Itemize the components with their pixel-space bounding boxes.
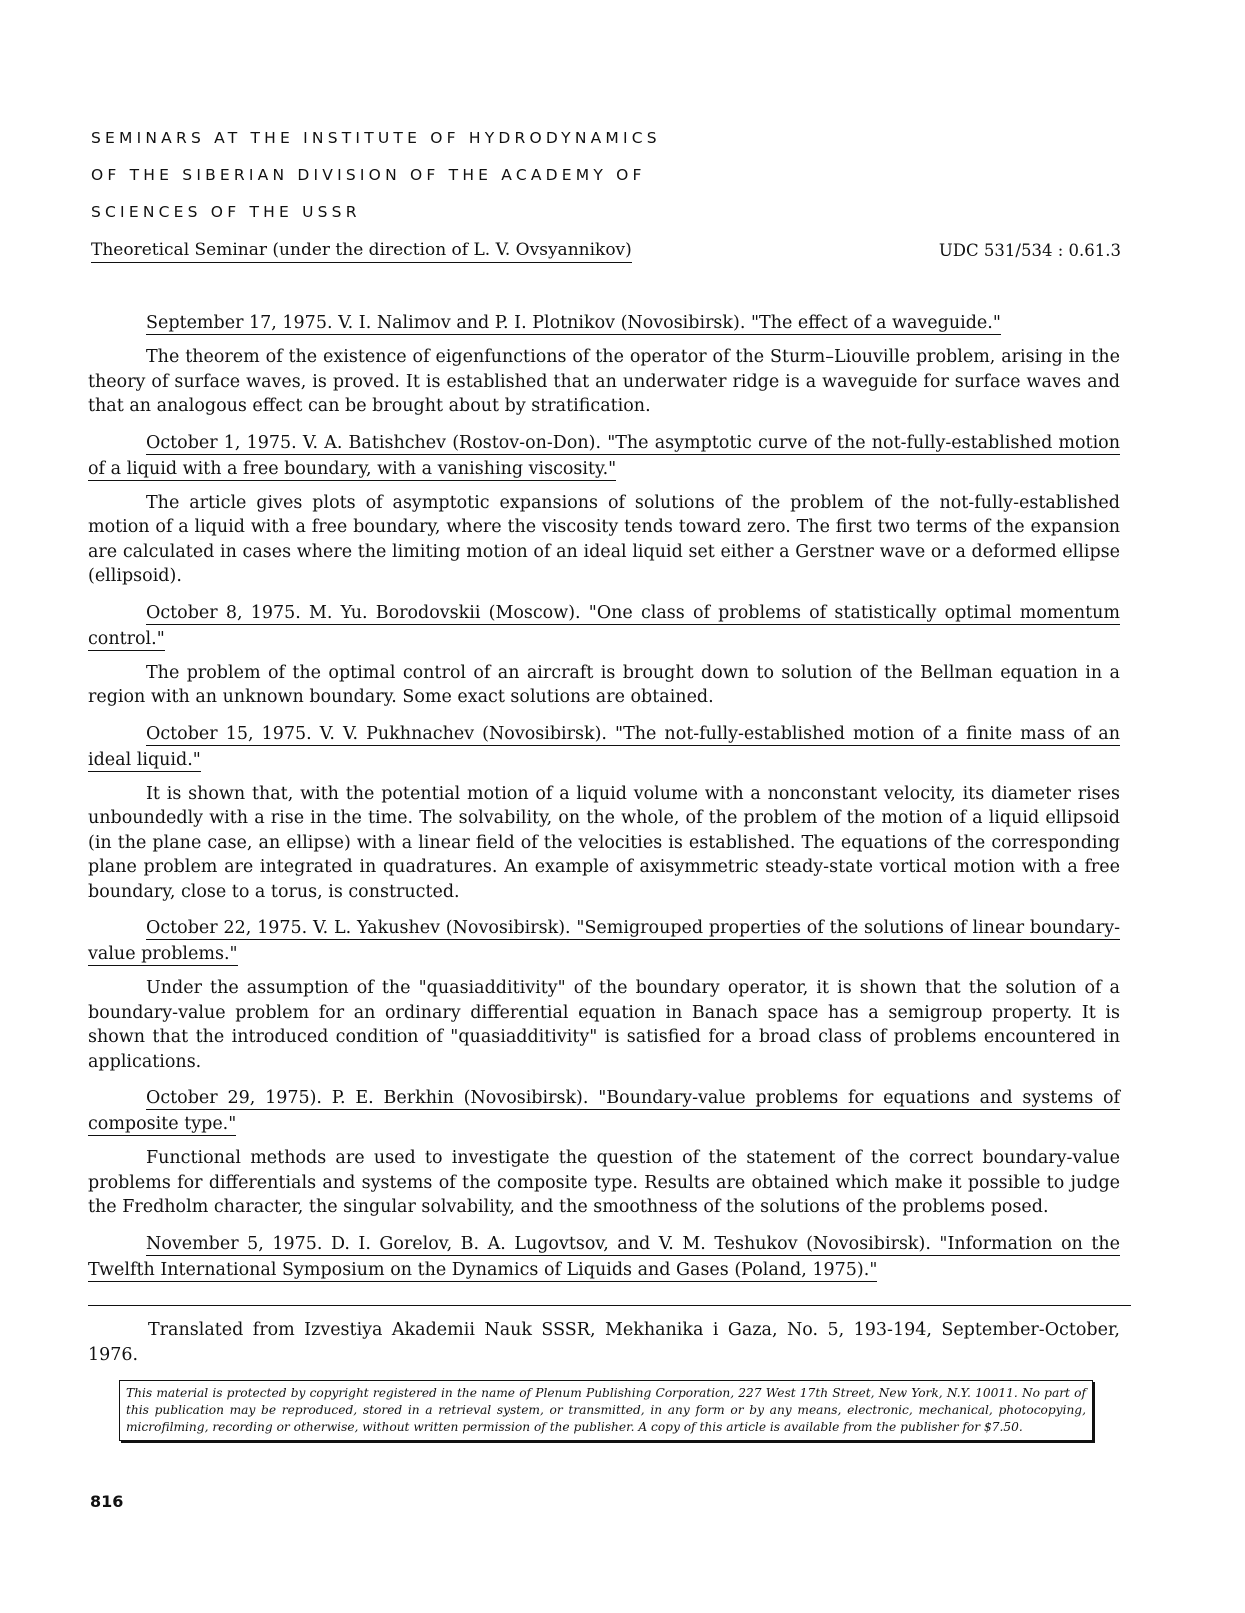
seminar-entry <box>88 1231 1120 1283</box>
entry-abstract: It is shown that, with the potential motion of a liquid volume with a nonconstant velocity, its diameter rises unboundedly with a rise in the time. The solvability, on the whole, of the problem of the motion of a liquid ellipsoid (in the plane case, an ellipse) with a linear field of the velocities is established. The equations of the corresponding plane problem are integrated in quadratures. An example of axisymmetric steady-state vortical motion with a free boundary, close to a torus, is constructed. <box>88 783 1120 902</box>
entry-abstract: The article gives plots of asymptotic expansions of solutions of the problem of the not-fully-established motion of a liquid with a free boundary, where the viscosity tends toward zero. The first two terms of the expansion are calculated in cases where the limiting motion of an ideal liquid set either a Gerstner wave or a deformed ellipse (ellipsoid). <box>88 492 1120 586</box>
entry-heading <box>88 600 1120 652</box>
entry-abstract: Functional methods are used to investigate the question of the statement of the correct boundary-value problems for differentials and systems of the composite type. Results are obtained which make it possible to judge the Fredholm character, the singular solvability, and the smoothness of the solutions of the problems posed. <box>88 1148 1120 1217</box>
entry-heading <box>88 310 1120 336</box>
translation-note: Translated from Izvestiya Akademii Nauk SSSR, Mekhanika i Gaza, No. 5, 193-194, September-October, 1976. <box>88 1320 1120 1365</box>
entry-heading <box>88 915 1120 967</box>
copyright-notice: This material is protected by copyright registered in the name of Plenum Publishing Corporation, 227 West 17th Street, New York, N.Y. 10011. No part of this publication may be reproduced, stored in a retrieval system, or transmitted, in any form or by any means, electronic, mechanical, photocopying, microfilming, recording or otherwise, without written permission of the publisher. A copy of this article is available from the publisher for $7.50. <box>119 1380 1093 1441</box>
title-line: SCIENCES OF THE USSR <box>91 203 361 221</box>
entry-heading-text: October 22, 1975. V. L. Yakushev (Novosibirsk). "Semigrouped properties of the solutions of linear boundary-value problems." <box>88 918 1120 964</box>
entry-heading-text: November 5, 1975. D. I. Gorelov, B. A. Lugovtsov, and V. M. Teshukov (Novosibirsk). "Information on the Twelfth International Symposium on the Dynamics of Liquids and Gases (Poland, 1975)." <box>88 1233 1120 1280</box>
entry-abstract: The problem of the optimal control of an aircraft is brought down to solution of the Bellman equation in a region with an unknown boundary. Some exact solutions are obtained. <box>88 662 1120 707</box>
entry-heading-text: October 15, 1975. V. V. Pukhnachev (Novosibirsk). "The not-fully-established motion of a finite mass of an ideal liquid." <box>88 723 1120 770</box>
entry-heading <box>88 430 1120 482</box>
page-number: 816 <box>90 1492 124 1511</box>
entry-heading-text: September 17, 1975. V. I. Nalimov and P. I. Plotnikov (Novosibirsk). "The effect of a waveguide." <box>146 313 1001 333</box>
title-line: OF THE SIBERIAN DIVISION OF THE ACADEMY OF <box>91 166 646 184</box>
entry-abstract: Under the assumption of the "quasiadditivity" of the boundary operator, it is shown that the solution of a boundary-value problem for an ordinary differential equation in Banach space has a semigroup property. It is shown that the introduced condition of "quasiadditivity" is satisfied for a broad class of problems encountered in applications. <box>88 978 1120 1072</box>
entry-abstract: The theorem of the existence of eigenfunctions of the operator of the Sturm–Liouville problem, arising in the theory of surface waves, is proved. It is established that an underwater ridge is a waveguide for surface waves and that an analogous effect can be brought about by stratification. <box>88 347 1120 416</box>
seminar-entry <box>88 721 1120 905</box>
title-line: SEMINARS AT THE INSTITUTE OF HYDRODYNAMICS <box>91 129 661 147</box>
seminar-entries <box>88 310 1120 1283</box>
entry-heading-text: October 8, 1975. M. Yu. Borodovskii (Moscow). "One class of problems of statistically optimal momentum control." <box>88 602 1120 649</box>
entry-heading <box>88 721 1120 773</box>
seminar-entry <box>88 915 1120 1074</box>
seminar-heading: Theoretical Seminar (under the direction of L. V. Ovsyannikov) <box>91 240 632 263</box>
footnote-divider <box>88 1305 1131 1306</box>
entry-heading <box>88 1231 1120 1283</box>
entry-heading-text: October 1, 1975. V. A. Batishchev (Rostov-on-Don). "The asymptotic curve of the not-fully-established motion of a liquid with a free boundary, with a vanishing viscosity." <box>88 432 1120 479</box>
entry-heading-text: October 29, 1975). P. E. Berkhin (Novosibirsk). "Boundary-value problems for equations and systems of composite type." <box>88 1088 1120 1134</box>
seminar-entry <box>88 1085 1120 1220</box>
entry-heading <box>88 1085 1120 1137</box>
seminar-entry <box>88 310 1120 419</box>
seminar-entry <box>88 430 1120 589</box>
udc-code: UDC 531/534 : 0.61.3 <box>938 241 1121 260</box>
seminar-entry <box>88 600 1120 710</box>
document-title <box>91 120 1091 231</box>
seminar-header-row <box>91 240 1121 268</box>
